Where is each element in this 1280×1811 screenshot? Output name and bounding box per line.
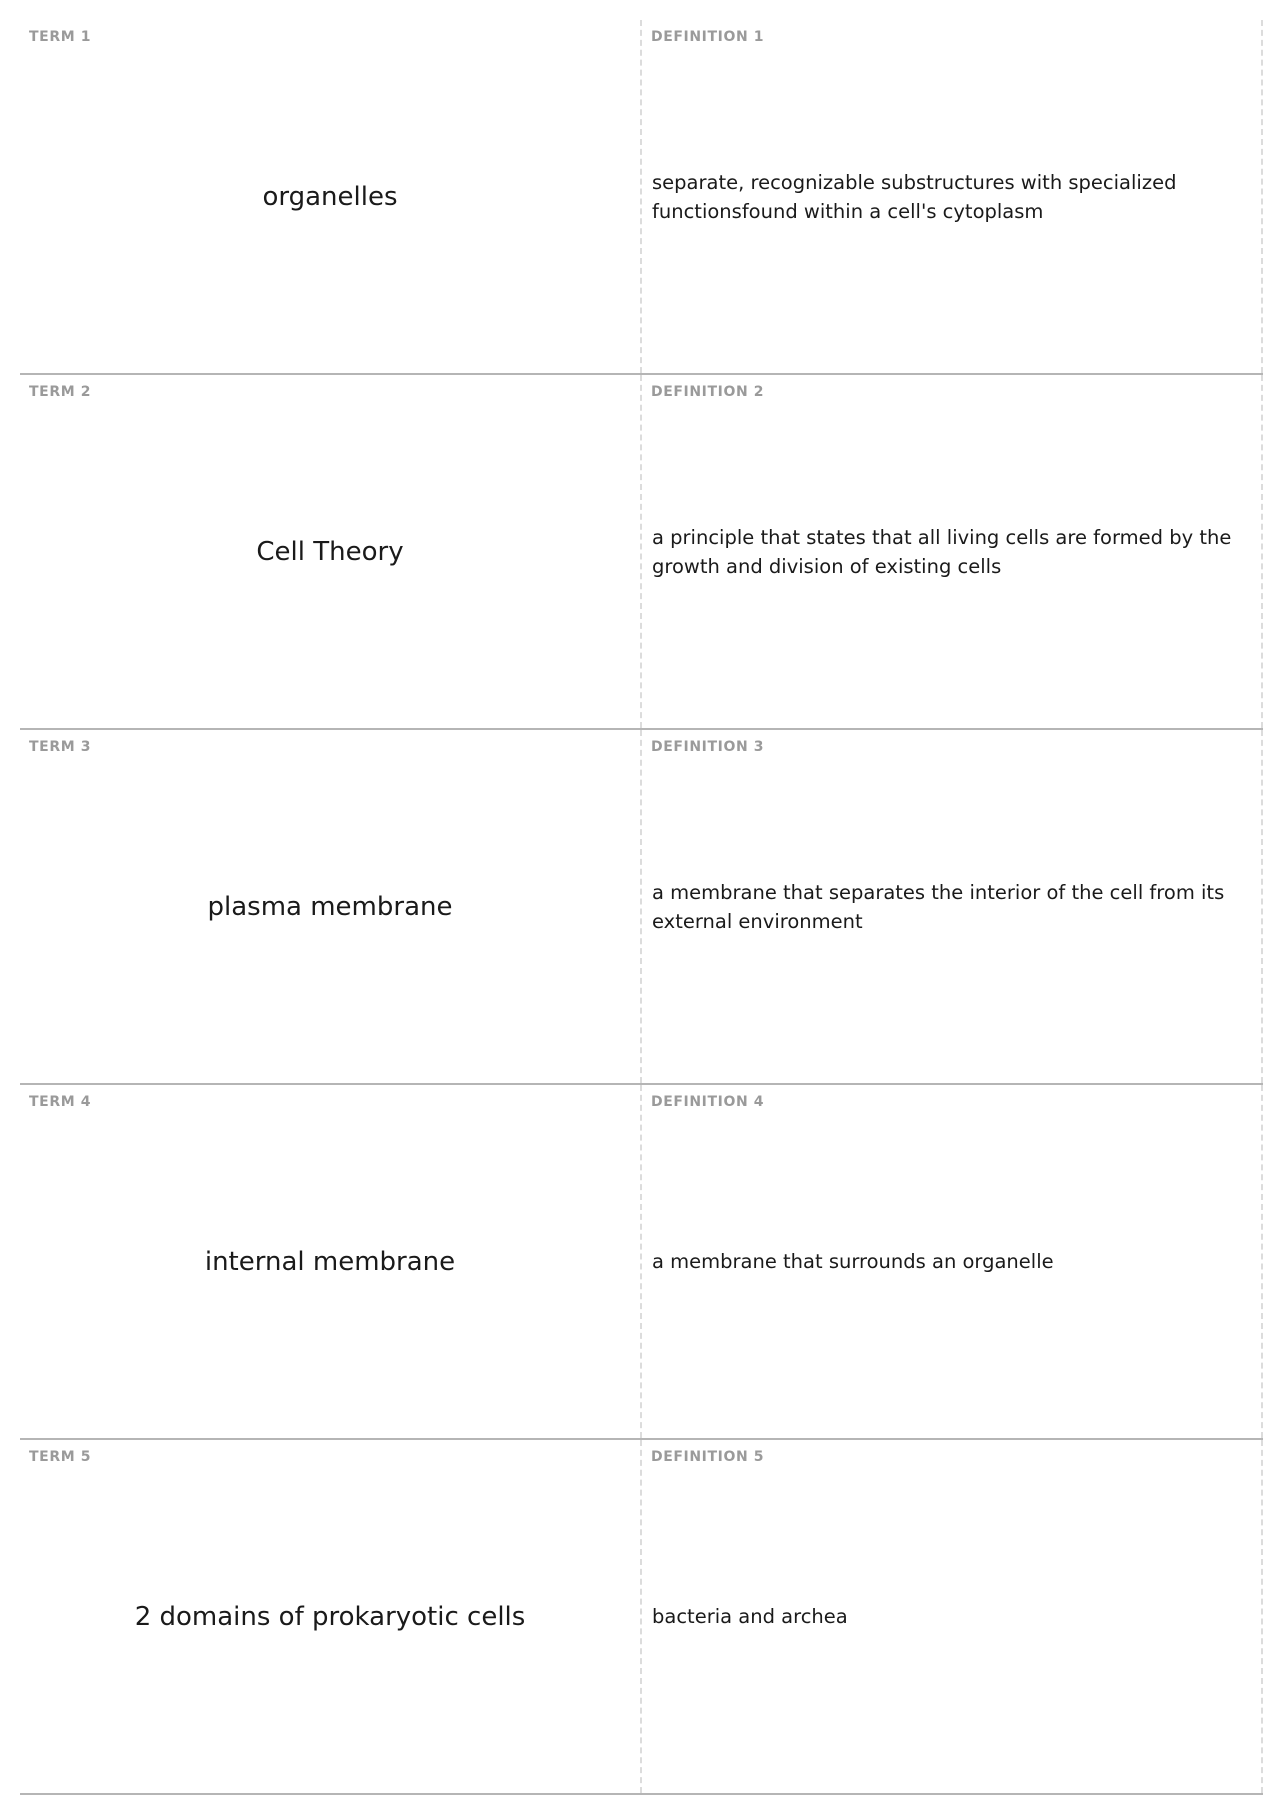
definition-text-box [652, 20, 1247, 373]
definition-card [642, 730, 1263, 1083]
term-card [20, 1440, 642, 1793]
flashcard-row [20, 20, 1263, 375]
term-text: 2 domains of prokaryotic cells [134, 1601, 526, 1632]
flashcard-sheet [20, 20, 1263, 1795]
term-text: plasma membrane [207, 891, 453, 922]
definition-text-box [652, 1440, 1247, 1793]
term-card [20, 375, 642, 728]
term-label: TERM 3 [29, 739, 92, 755]
definition-card [642, 1440, 1263, 1793]
term-card [20, 20, 642, 373]
definition-text-box [652, 1085, 1247, 1438]
flashcard-row [20, 1440, 1263, 1795]
definition-card [642, 20, 1263, 373]
term-text: organelles [262, 181, 398, 212]
flashcard-row [20, 375, 1263, 730]
term-label: TERM 5 [29, 1449, 92, 1465]
term-card [20, 730, 642, 1083]
term-text: Cell Theory [256, 536, 404, 567]
term-label: TERM 2 [29, 384, 92, 400]
definition-text-box [652, 730, 1247, 1083]
definition-card [642, 1085, 1263, 1438]
definition-label: DEFINITION 1 [651, 29, 765, 45]
definition-text: a principle that states that all living cells are formed by the growth and division of existing cells [652, 525, 1232, 578]
definition-text: a membrane that separates the interior of the cell from its external environment [652, 880, 1225, 933]
definition-label: DEFINITION 5 [651, 1449, 765, 1465]
term-card [20, 1085, 642, 1438]
definition-label: DEFINITION 3 [651, 739, 765, 755]
definition-card [642, 375, 1263, 728]
flashcard-row [20, 730, 1263, 1085]
definition-label: DEFINITION 4 [651, 1094, 765, 1110]
term-label: TERM 1 [29, 29, 92, 45]
definition-text: separate, recognizable substructures with specialized functionsfound within a cell's cytoplasm [652, 170, 1177, 223]
flashcard-row [20, 1085, 1263, 1440]
definition-text: a membrane that surrounds an organelle [652, 1250, 1054, 1273]
term-label: TERM 4 [29, 1094, 92, 1110]
definition-text-box [652, 375, 1247, 728]
term-text: internal membrane [204, 1246, 456, 1277]
definition-label: DEFINITION 2 [651, 384, 765, 400]
definition-text: bacteria and archea [652, 1605, 848, 1628]
